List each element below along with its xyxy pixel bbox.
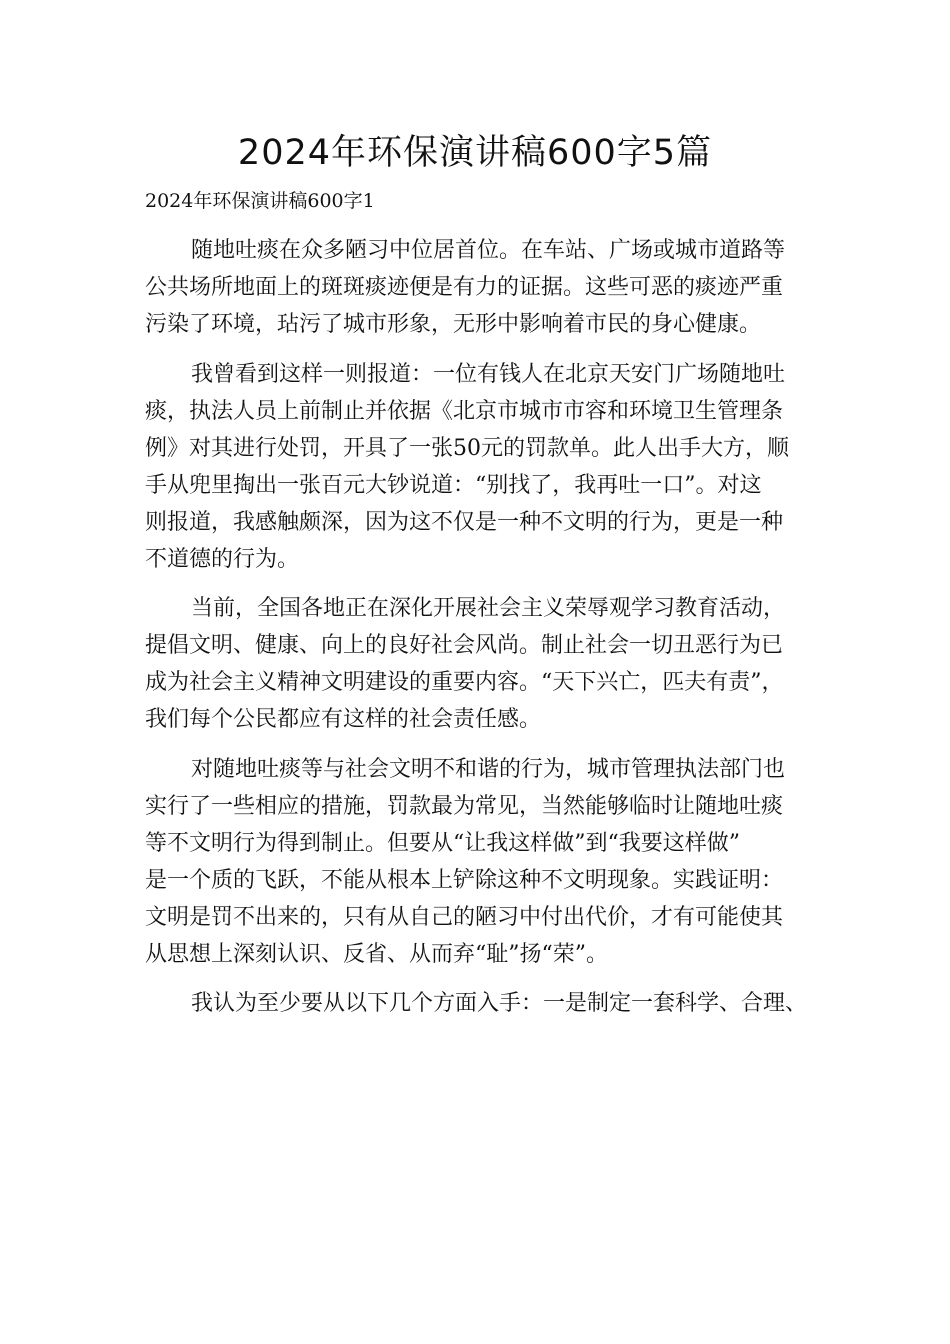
- text-line: 我们每个公民都应有这样的社会责任感。: [145, 707, 542, 732]
- text-line: 成为社会主义精神文明建设的重要内容。“天下兴亡，匹夫有责”，: [145, 670, 784, 695]
- text-line: 公共场所地面上的斑斑痰迹便是有力的证据。这些可恶的痰迹严重: [145, 275, 784, 300]
- text-line: 当前，全国各地正在深化开展社会主义荣辱观学习教育活动，: [191, 596, 786, 621]
- paragraph-gap: [145, 973, 835, 986]
- paragraph: [145, 751, 835, 973]
- text-line: 实行了一些相应的措施，罚款最为常见，当然能够临时让随地吐痰: [145, 793, 784, 819]
- text-line: 是一个质的飞跃，不能从根本上铲除这种不文明现象。实践证明：: [145, 867, 784, 893]
- text-line: 手从兜里掏出一张百元大钞说道：“别找了，我再吐一口”。对这: [145, 472, 762, 498]
- paragraph-gap: [145, 738, 835, 751]
- text-line: 等不文明行为得到制止。但要从“让我这样做”到“我要这样做”: [145, 830, 740, 856]
- text-line: 提倡文明、健康、向上的良好社会风尚。制止社会一切丑恶行为已: [145, 633, 784, 658]
- text-line: 文明是罚不出来的，只有从自己的陋习中付出代价，才有可能使其: [145, 904, 784, 930]
- paragraph-gap: [145, 578, 835, 591]
- document-body: [145, 232, 835, 1022]
- paragraph: [145, 232, 835, 343]
- text-line: 随地吐痰在众多陋习中位居首位。在车站、广场或城市道路等: [191, 238, 786, 263]
- section-heading: 2024年环保演讲稿600字1: [145, 190, 375, 212]
- text-line: 痰，执法人员上前制止并依据《北京市城市市容和环境卫生管理条: [145, 398, 784, 424]
- paragraph: [145, 590, 835, 738]
- text-line: 不道德的行为。: [145, 546, 300, 572]
- text-line: 例》对其进行处罚，开具了一张50元的罚款单。此人出手大方，顺: [145, 435, 789, 461]
- paragraph: [145, 985, 835, 1022]
- text-line: 对随地吐痰等与社会文明不和谐的行为，城市管理执法部门也: [191, 756, 786, 782]
- text-line: 我认为至少要从以下几个方面入手：一是制定一套科学、合理、: [191, 991, 808, 1016]
- document-title: 2024年环保演讲稿600字5篇: [237, 133, 713, 173]
- text-line: 污染了环境，玷污了城市形象，无形中影响着市民的身心健康。: [145, 312, 762, 337]
- paragraph: [145, 356, 835, 578]
- text-line: 我曾看到这样一则报道：一位有钱人在北京天安门广场随地吐: [191, 361, 786, 387]
- text-line: 从思想上深刻认识、反省、从而弃“耻”扬“荣”。: [145, 941, 608, 967]
- paragraph-gap: [145, 343, 835, 356]
- text-line: 则报道，我感触颇深，因为这不仅是一种不文明的行为，更是一种: [145, 509, 784, 535]
